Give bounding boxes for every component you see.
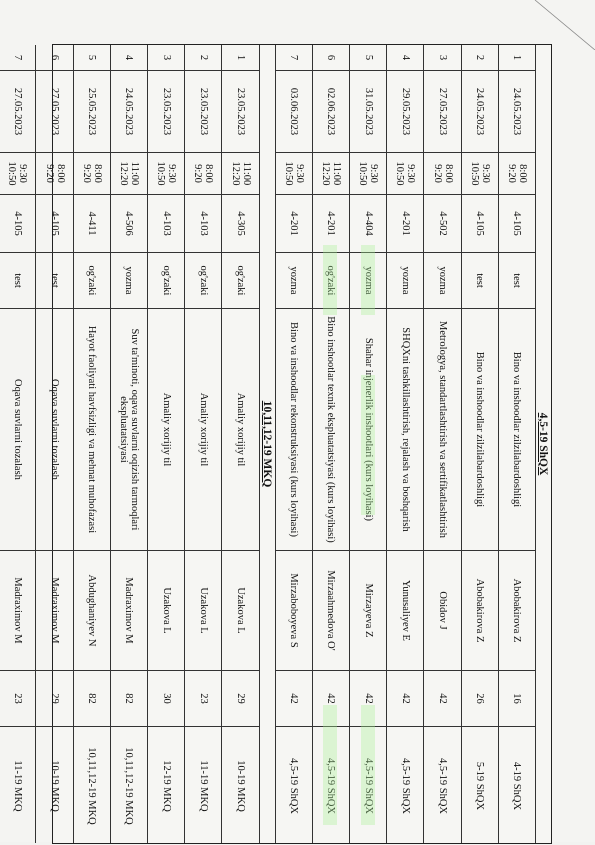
exam-type-cell: og'zaki: [185, 253, 221, 309]
room-cell: 4-105: [0, 195, 35, 253]
group-cell: 4,5-19 ShQX: [362, 757, 374, 814]
row-number: 2: [462, 45, 498, 71]
student-count-cell: 29: [36, 671, 72, 727]
teacher-cell: Madraximov M: [36, 551, 72, 671]
subject-cell: SHQXni tashkillashtirish, rejalash va boshqarish: [387, 309, 423, 551]
exam-type-cell: yozma: [276, 253, 312, 309]
teacher-cell: Madraximov M: [0, 551, 35, 671]
student-count-cell: 42: [276, 671, 312, 727]
time-cell: [387, 153, 423, 195]
table-row: [386, 45, 423, 843]
subject-cell: Bino va inshoodlar rekonstruksiyasi (kurs loyihasi): [276, 309, 312, 551]
date-cell: 24.05.2023: [499, 71, 535, 153]
section-title: 10,11,12-19 MKQ: [259, 45, 275, 843]
room-cell: 4-305: [222, 195, 258, 253]
group-cell: 10,11,12-19 MKQ: [86, 747, 98, 825]
row-number: 6: [36, 45, 72, 71]
student-count-cell: 30: [148, 671, 184, 727]
date-cell: 25.05.2023: [74, 71, 110, 153]
row-number: 5: [350, 45, 386, 71]
row-number: 6: [313, 45, 349, 71]
time-cell: [313, 153, 349, 195]
room-cell: 4-105: [462, 195, 498, 253]
time-start: 8:00: [91, 164, 103, 183]
group-cell: 10-19 MKQ: [235, 760, 247, 812]
time-cell: [222, 153, 258, 195]
teacher-cell: Uzakova L: [222, 551, 258, 671]
subject-cell: Bino va inshoodlar zilzilabardoshligi: [499, 309, 535, 551]
date-cell: 23.05.2023: [222, 71, 258, 153]
exam-schedule-table: [6, 44, 552, 844]
teacher-cell: Uzakova L: [148, 551, 184, 671]
time-start: 8:00: [442, 164, 454, 183]
time-end: 10:50: [155, 161, 167, 186]
exam-type-cell: test: [462, 253, 498, 309]
time-start: 8:00: [54, 164, 66, 183]
table-row: [35, 45, 72, 843]
row-number: 7: [0, 45, 35, 71]
table-row: [498, 45, 535, 843]
room-cell: 4-201: [313, 195, 349, 253]
table-row: [312, 45, 349, 843]
date-cell: 27.05.2023: [424, 71, 460, 153]
time-end: 12:20: [229, 161, 241, 186]
subject-cell: Metrologya, standartlashtirish va sertifikatlashtirish: [424, 309, 460, 551]
teacher-cell: Yunusaliyev E: [387, 551, 423, 671]
date-cell: 23.05.2023: [148, 71, 184, 153]
time-start: 8:00: [203, 164, 215, 183]
time-start: 8:00: [516, 164, 528, 183]
date-cell: 02.06.2023: [313, 71, 349, 153]
subject-cell: Oqava suvlarni tozalash: [0, 309, 35, 551]
date-cell: 23.05.2023: [185, 71, 221, 153]
row-number: 5: [74, 45, 110, 71]
time-cell: [276, 153, 312, 195]
table-row: [275, 45, 312, 843]
exam-type-cell: test: [0, 253, 35, 309]
student-count-cell: 29: [222, 671, 258, 727]
room-cell: 4-103: [185, 195, 221, 253]
teacher-cell: Abobakirova Z: [499, 551, 535, 671]
subject-cell: Suv ta'minoti, oqava suvlarni oqizish tarmoqlari ekspluatatsiyasi: [111, 309, 147, 551]
group-cell: 5-19 ShQX: [474, 761, 486, 811]
row-number: 7: [276, 45, 312, 71]
student-count-cell: 82: [111, 671, 147, 727]
table-row: [0, 45, 35, 843]
time-cell: [424, 153, 460, 195]
row-number: 3: [424, 45, 460, 71]
table-row: [349, 45, 386, 843]
table-row: [461, 45, 498, 843]
time-end: 9:20: [505, 164, 517, 183]
row-number: 1: [499, 45, 535, 71]
teacher-cell: Madraximov M: [111, 551, 147, 671]
time-end: 9:20: [43, 164, 55, 183]
room-cell: 4-103: [148, 195, 184, 253]
time-cell: [499, 153, 535, 195]
teacher-cell: Abdughaniyev N: [74, 551, 110, 671]
table-row: [73, 45, 110, 843]
student-count-cell: 23: [185, 671, 221, 727]
group-cell: 11-19 MKQ: [197, 760, 209, 812]
page-fold-corner: [525, 0, 595, 50]
group-cell: 4,5-19 ShQX: [325, 757, 337, 814]
group-cell: 4-19 ShQX: [511, 761, 523, 811]
group-cell: 12-19 MKQ: [160, 760, 172, 812]
time-end: 10:50: [6, 161, 18, 186]
table-row: [147, 45, 184, 843]
date-cell: 24.05.2023: [111, 71, 147, 153]
teacher-cell: Mirzaboboyeva S: [276, 551, 312, 671]
row-number: 3: [148, 45, 184, 71]
room-cell: 4-201: [276, 195, 312, 253]
time-cell: [111, 153, 147, 195]
time-start: 9:30: [166, 164, 178, 183]
subject-cell: Bino inshootlar texnik ekspluatatsiyasi (kurs loyihasi): [313, 309, 349, 551]
time-start: 9:30: [405, 164, 417, 183]
student-count-cell: 42: [387, 671, 423, 727]
exam-type-cell: test: [499, 253, 535, 309]
time-end: 9:20: [192, 164, 204, 183]
exam-type-cell: yozma: [424, 253, 460, 309]
group-cell: 4,5-19 ShQX: [288, 757, 300, 814]
time-end: 9:20: [80, 164, 92, 183]
time-start: 11:00: [330, 161, 342, 186]
group-cell: 4,5-19 ShQX: [399, 757, 411, 814]
table-row: [110, 45, 147, 843]
time-end: 12:20: [319, 161, 331, 186]
teacher-cell: Mirzayeva Z: [350, 551, 386, 671]
student-count-cell: 42: [350, 671, 386, 727]
time-end: 9:20: [431, 164, 443, 183]
rotated-sheet: [6, 44, 552, 844]
room-cell: 4-506: [111, 195, 147, 253]
section-title: 4,5-19 ShQX: [535, 45, 551, 843]
room-cell: 4-201: [387, 195, 423, 253]
room-cell: 4-105: [36, 195, 72, 253]
subject-cell: Shahar injenerlik inshootlari (kurs loyihasi): [350, 309, 386, 551]
subject-cell: Amaliy xorijiy til: [185, 309, 221, 551]
time-start: 9:30: [479, 164, 491, 183]
student-count-cell: 26: [462, 671, 498, 727]
group-cell: 4,5-19 ShQX: [437, 757, 449, 814]
table-row: [184, 45, 221, 843]
teacher-cell: Obidov J: [424, 551, 460, 671]
room-cell: 4-404: [350, 195, 386, 253]
exam-type-cell: og'zaki: [222, 253, 258, 309]
date-cell: 27.05.2023: [36, 71, 72, 153]
time-start: 11:00: [128, 161, 140, 186]
date-cell: 31.05.2023: [350, 71, 386, 153]
time-cell: [74, 153, 110, 195]
room-cell: 4-105: [499, 195, 535, 253]
group-cell: 10,11,12-19 MKQ: [123, 747, 135, 825]
date-cell: 03.06.2023: [276, 71, 312, 153]
time-end: 10:50: [468, 161, 480, 186]
teacher-cell: Uzakova L: [185, 551, 221, 671]
student-count-cell: 16: [499, 671, 535, 727]
room-cell: 4-502: [424, 195, 460, 253]
subject-cell: Hayot faoliyati havfsizligi va mehnat muhofazasi: [74, 309, 110, 551]
time-end: 10:50: [357, 161, 369, 186]
table-row: [221, 45, 258, 843]
row-number: 4: [387, 45, 423, 71]
exam-type-cell: yozma: [350, 253, 386, 309]
student-count-cell: 82: [74, 671, 110, 727]
room-cell: 4-411: [74, 195, 110, 253]
row-number: 1: [222, 45, 258, 71]
row-number: 4: [111, 45, 147, 71]
time-end: 10:50: [282, 161, 294, 186]
date-cell: 29.05.2023: [387, 71, 423, 153]
time-cell: [185, 153, 221, 195]
date-cell: 27.05.2023: [0, 71, 35, 153]
exam-type-cell: og'zaki: [148, 253, 184, 309]
time-end: 10:50: [394, 161, 406, 186]
time-cell: [36, 153, 72, 195]
exam-type-cell: og'zaki: [313, 253, 349, 309]
time-start: 9:30: [368, 164, 380, 183]
exam-type-cell: yozma: [111, 253, 147, 309]
group-cell: 11-19 MKQ: [11, 760, 23, 812]
time-cell: [350, 153, 386, 195]
teacher-cell: Mirzaahmedova O': [313, 551, 349, 671]
time-end: 12:20: [117, 161, 129, 186]
time-cell: [0, 153, 35, 195]
subject-cell: Amaliy xorijiy til: [222, 309, 258, 551]
subject-cell: Amaliy xorijiy til: [148, 309, 184, 551]
time-start: 11:00: [240, 161, 252, 186]
teacher-cell: Abobakirova Z: [462, 551, 498, 671]
subject-cell: Bino va inshoodlar zilzilabardoshligi: [462, 309, 498, 551]
time-cell: [462, 153, 498, 195]
time-cell: [148, 153, 184, 195]
student-count-cell: 23: [0, 671, 35, 727]
row-number: 2: [185, 45, 221, 71]
exam-type-cell: yozma: [387, 253, 423, 309]
group-cell: 10-19 MKQ: [49, 760, 61, 812]
time-start: 9:30: [17, 164, 29, 183]
time-start: 9:30: [293, 164, 305, 183]
student-count-cell: 42: [313, 671, 349, 727]
table-row: [423, 45, 460, 843]
student-count-cell: 42: [424, 671, 460, 727]
exam-type-cell: test: [36, 253, 72, 309]
date-cell: 24.05.2023: [462, 71, 498, 153]
subject-cell: Oqava suvlarni tozalash: [36, 309, 72, 551]
exam-type-cell: og'zaki: [74, 253, 110, 309]
